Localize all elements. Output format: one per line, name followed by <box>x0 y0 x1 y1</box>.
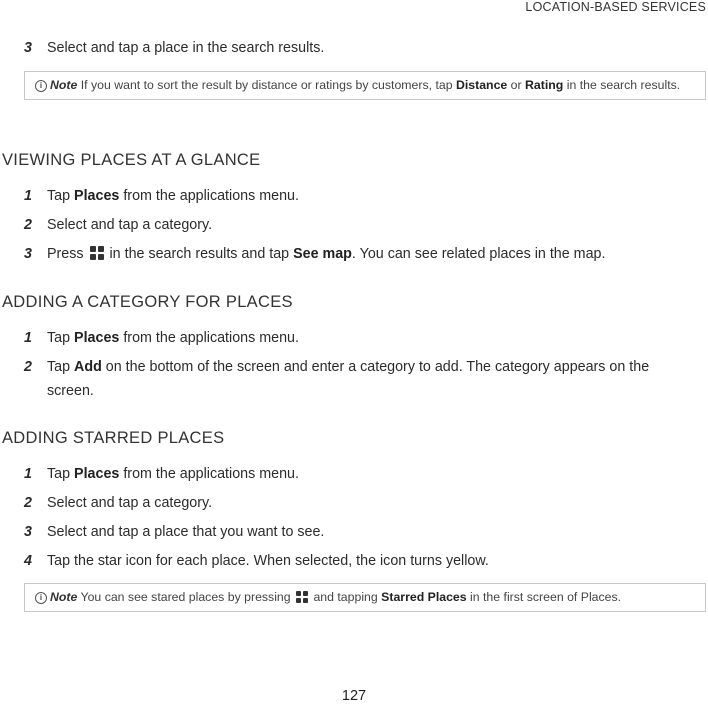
step-category-1: 1 Tap Places from the applications menu. <box>24 330 299 346</box>
note-label: Note <box>50 78 78 92</box>
page-number: 127 <box>341 688 367 704</box>
info-icon: i <box>35 80 47 92</box>
heading-adding-category: ADDING A CATEGORY FOR PLACES <box>2 293 293 311</box>
step-viewing-2: 2 Select and tap a category. <box>24 217 213 233</box>
step-number: 3 <box>24 40 32 56</box>
step-text: Select and tap a place in the search results. <box>47 40 325 56</box>
menu-grid-icon <box>296 591 308 603</box>
distance-term: Distance <box>455 78 508 92</box>
step-starred-1: 1 Tap Places from the applications menu. <box>24 466 299 482</box>
starred-places-term: Starred Places <box>381 590 467 604</box>
heading-viewing-places: VIEWING PLACES AT A GLANCE <box>2 151 261 169</box>
step-starred-3: 3 Select and tap a place that you want to see. <box>24 524 325 540</box>
note-label: Note <box>50 590 78 604</box>
menu-grid-icon <box>90 246 104 260</box>
step-viewing-3: 3 Press in the search results and tap See map. You can see related places in the map. <box>24 246 606 262</box>
note-starred-places: i Note You can see stared places by pressing and tapping Starred Places in the first screen of Places. <box>24 583 706 612</box>
rating-term: Rating <box>525 78 564 92</box>
section-header: LOCATION-BASED SERVICES <box>525 0 706 14</box>
note-sort-results: i Note If you want to sort the result by distance or ratings by customers, tap Distance or Rating in the search results. <box>24 71 706 100</box>
step-starred-2: 2 Select and tap a category. <box>24 495 213 511</box>
info-icon: i <box>35 592 47 604</box>
step-intro-3 <box>24 36 694 60</box>
step-category-2: 2 Tap Add on the bottom of the screen and enter a category to add. The category appears on the screen. <box>24 359 650 399</box>
heading-starred-places: ADDING STARRED PLACES <box>2 429 225 447</box>
step-starred-4: 4 Tap the star icon for each place. When selected, the icon turns yellow. <box>24 553 489 569</box>
step-viewing-1: 1 Tap Places from the applications menu. <box>24 188 299 204</box>
